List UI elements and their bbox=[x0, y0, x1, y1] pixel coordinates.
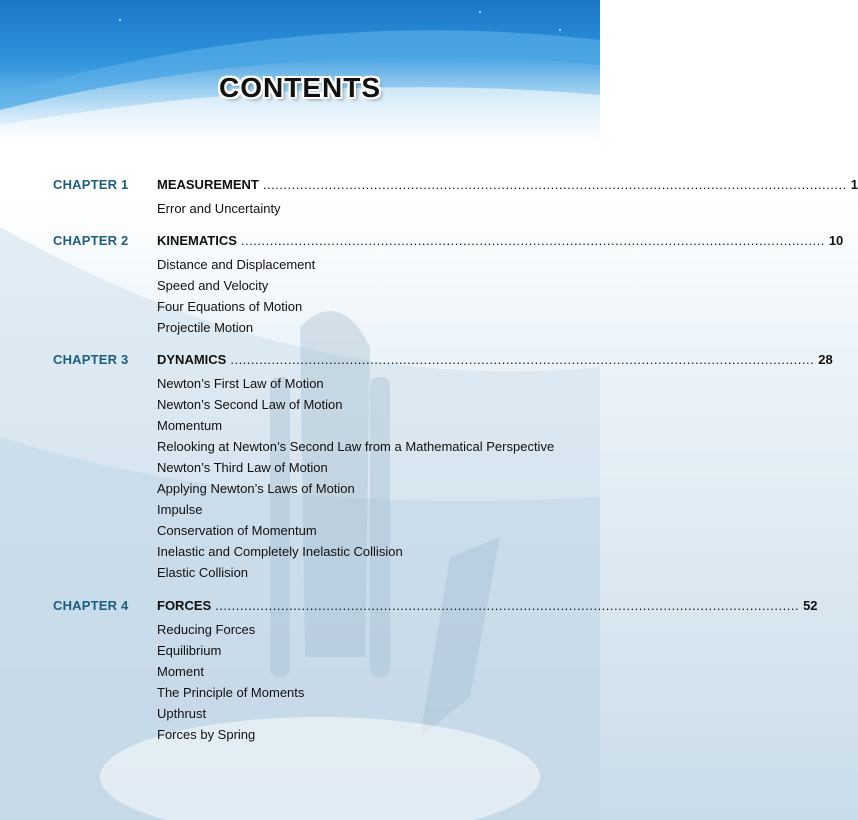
chapter-title: KINEMATICS bbox=[157, 233, 237, 248]
chapter-heading[interactable] bbox=[157, 598, 818, 613]
topic-item[interactable]: Conservation of Momentum bbox=[157, 523, 317, 538]
topic-item[interactable]: Upthrust bbox=[157, 706, 207, 721]
topic-item[interactable]: The Principle of Moments bbox=[157, 685, 305, 700]
chapter-label: CHAPTER 3 bbox=[53, 352, 129, 367]
topic-item[interactable]: Four Equations of Motion bbox=[157, 299, 303, 314]
topic-item[interactable]: Newton’s Second Law of Motion bbox=[157, 397, 343, 412]
leader-dots: .............................................................................................................................................. bbox=[240, 233, 825, 248]
topic-item[interactable]: Error and Uncertainty bbox=[157, 201, 281, 216]
topic-item[interactable]: Projectile Motion bbox=[157, 320, 254, 335]
chapter-heading[interactable] bbox=[157, 352, 833, 367]
topic-item[interactable]: Elastic Collision bbox=[157, 565, 249, 580]
topic-list bbox=[157, 254, 567, 338]
chapter-title: FORCES bbox=[157, 598, 212, 613]
page-number: 52 bbox=[803, 598, 818, 613]
leader-dots: .............................................................................................................................................. bbox=[215, 598, 800, 613]
topic-item[interactable]: Momentum bbox=[157, 418, 223, 433]
chapter-label: CHAPTER 1 bbox=[53, 177, 129, 192]
topic-item[interactable]: Newton’s First Law of Motion bbox=[157, 376, 324, 391]
topic-item[interactable]: Distance and Displacement bbox=[157, 257, 316, 272]
topic-item[interactable]: Speed and Velocity bbox=[157, 278, 269, 293]
topic-item[interactable]: Forces by Spring bbox=[157, 727, 256, 742]
topic-list bbox=[157, 373, 567, 583]
topic-item[interactable]: Impulse bbox=[157, 502, 203, 517]
topic-item[interactable]: Applying Newton’s Laws of Motion bbox=[157, 481, 355, 496]
topic-list bbox=[157, 198, 567, 219]
chapter-title: DYNAMICS bbox=[157, 352, 227, 367]
chapter-heading[interactable] bbox=[157, 233, 844, 248]
topic-list bbox=[157, 619, 567, 745]
topic-item[interactable]: Relooking at Newton’s Second Law from a Mathematical Perspective bbox=[157, 439, 555, 454]
chapter-label: CHAPTER 4 bbox=[53, 598, 129, 613]
topic-item[interactable]: Moment bbox=[157, 664, 204, 679]
page-number: 28 bbox=[818, 352, 833, 367]
chapter-heading[interactable] bbox=[157, 177, 858, 192]
chapter-title: MEASUREMENT bbox=[157, 177, 259, 192]
topic-item[interactable]: Inelastic and Completely Inelastic Collision bbox=[157, 544, 403, 559]
leader-dots: .............................................................................................................................................. bbox=[262, 177, 847, 192]
chapter-label: CHAPTER 2 bbox=[53, 233, 129, 248]
leader-dots: .............................................................................................................................................. bbox=[230, 352, 815, 367]
topic-item[interactable]: Reducing Forces bbox=[157, 622, 256, 637]
topic-item[interactable]: Newton’s Third Law of Motion bbox=[157, 460, 328, 475]
page-number: 10 bbox=[828, 233, 844, 248]
page-number: 1 bbox=[850, 177, 858, 192]
topic-item[interactable]: Equilibrium bbox=[157, 643, 222, 658]
page-title: CONTENTS bbox=[219, 72, 381, 103]
